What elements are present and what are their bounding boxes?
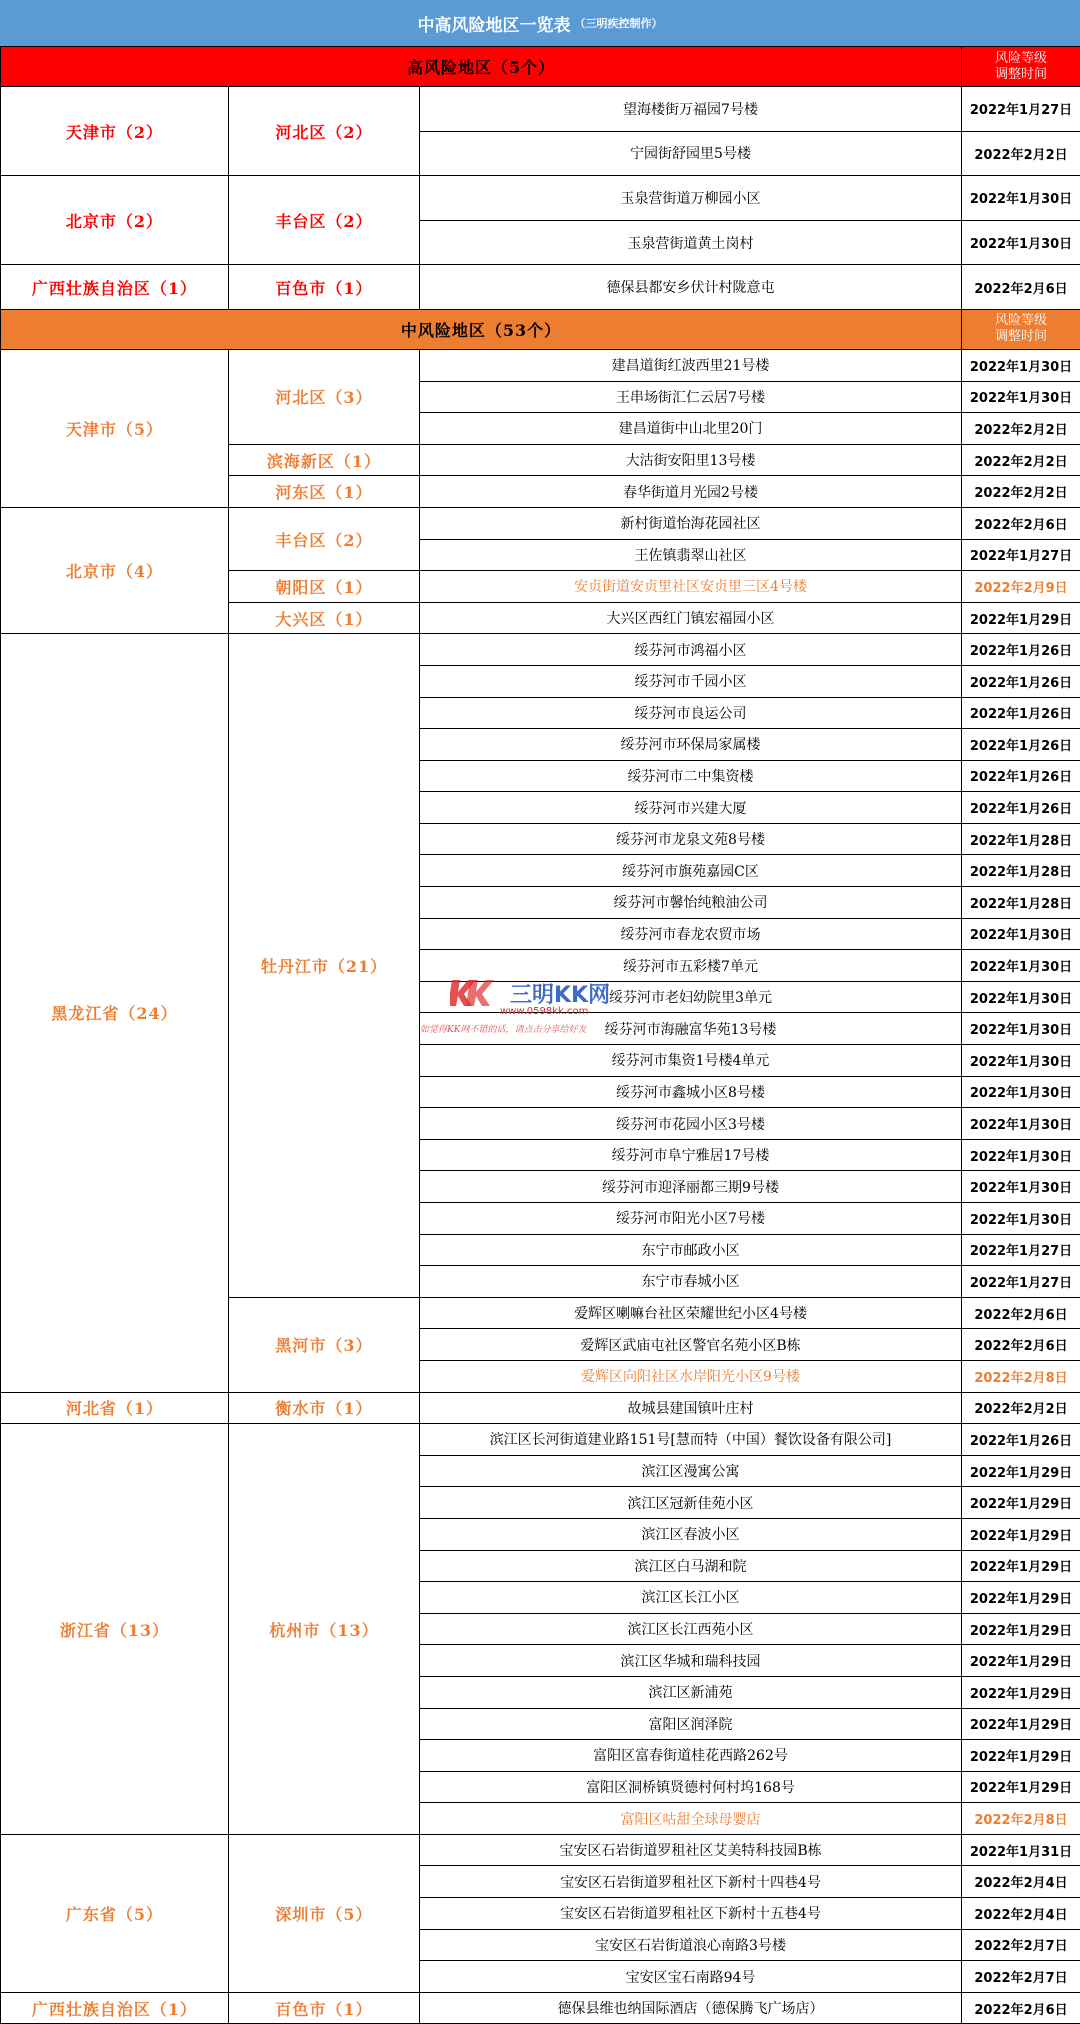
location-cell: 绥芬河市春龙农贸市场 xyxy=(420,918,962,950)
location-cell: 滨江区春波小区 xyxy=(420,1518,962,1550)
location-cell: 富阳区咕甜全球母婴店 xyxy=(420,1803,962,1835)
location-cell: 富阳区富春街道桂花西路262号 xyxy=(420,1740,962,1772)
date-cell: 2022年1月30日 xyxy=(962,1013,1080,1045)
location-cell: 爱辉区喇嘛台社区荣耀世纪小区4号楼 xyxy=(420,1297,962,1329)
location-cell: 新村街道怡海花园社区 xyxy=(420,507,962,539)
date-cell: 2022年1月30日 xyxy=(962,1076,1080,1108)
table-row xyxy=(1,1424,1080,1456)
province-cell: 广东省（5） xyxy=(1,1834,229,1992)
province-cell: 北京市（2） xyxy=(1,176,229,265)
date-cell: 2022年1月29日 xyxy=(962,1455,1080,1487)
location-cell: 宝安区石岩街道罗租社区下新村十五巷4号 xyxy=(420,1898,962,1930)
location-cell: 绥芬河市千园小区 xyxy=(420,665,962,697)
table-row xyxy=(1,1992,1080,2024)
location-cell: 爱辉区武庙屯社区警官名苑小区B栋 xyxy=(420,1329,962,1361)
location-cell: 绥芬河市二中集资楼 xyxy=(420,760,962,792)
date-cell: 2022年2月6日 xyxy=(962,1992,1080,2024)
date-cell: 2022年2月6日 xyxy=(962,1329,1080,1361)
location-cell: 绥芬河市馨怡纯粮油公司 xyxy=(420,887,962,919)
date-cell: 2022年1月27日 xyxy=(962,1266,1080,1298)
location-cell: 春华街道月光园2号楼 xyxy=(420,476,962,508)
city-cell: 河北区（3） xyxy=(229,349,420,444)
date-cell: 2022年1月29日 xyxy=(962,1740,1080,1772)
city-cell: 大兴区（1） xyxy=(229,602,420,634)
date-cell: 2022年2月2日 xyxy=(962,131,1080,176)
location-cell: 绥芬河市旗苑嘉园C区 xyxy=(420,855,962,887)
date-cell: 2022年1月28日 xyxy=(962,823,1080,855)
location-cell: 大沽街安阳里13号楼 xyxy=(420,444,962,476)
table-row xyxy=(1,1392,1080,1424)
date-cell: 2022年1月29日 xyxy=(962,1645,1080,1677)
location-cell: 宝安区石岩街道浪心南路3号楼 xyxy=(420,1929,962,1961)
title-sub: （三明疾控制作） xyxy=(575,15,663,31)
date-cell: 2022年2月8日 xyxy=(962,1803,1080,1835)
date-cell: 2022年1月30日 xyxy=(962,1203,1080,1235)
table-row xyxy=(1,265,1080,310)
date-cell: 2022年2月4日 xyxy=(962,1866,1080,1898)
location-cell: 绥芬河市海融富华苑13号楼 xyxy=(420,1013,962,1045)
location-cell: 滨江区长江小区 xyxy=(420,1582,962,1614)
date-cell: 2022年1月29日 xyxy=(962,1676,1080,1708)
date-cell: 2022年1月26日 xyxy=(962,729,1080,761)
city-cell: 深圳市（5） xyxy=(229,1834,420,1992)
date-cell: 2022年2月4日 xyxy=(962,1898,1080,1930)
date-cell: 2022年2月7日 xyxy=(962,1961,1080,1993)
date-cell: 2022年2月6日 xyxy=(962,1297,1080,1329)
city-cell: 丰台区（2） xyxy=(229,176,420,265)
location-cell: 绥芬河市迎泽丽都三期9号楼 xyxy=(420,1171,962,1203)
location-cell: 建昌道街中山北里20门 xyxy=(420,413,962,445)
province-cell: 北京市（4） xyxy=(1,507,229,633)
date-cell: 2022年1月29日 xyxy=(962,1487,1080,1519)
location-cell: 宁园街舒园里5号楼 xyxy=(420,131,962,176)
date-header-line2: 调整时间 xyxy=(995,67,1047,82)
city-cell: 杭州市（13） xyxy=(229,1424,420,1835)
date-cell: 2022年1月29日 xyxy=(962,1518,1080,1550)
province-cell: 天津市（5） xyxy=(1,349,229,507)
location-cell: 建昌道街红波西里21号楼 xyxy=(420,349,962,381)
location-cell: 绥芬河市老妇幼院里3单元 xyxy=(420,981,962,1013)
date-cell: 2022年1月30日 xyxy=(962,381,1080,413)
location-cell: 绥芬河市鑫城小区8号楼 xyxy=(420,1076,962,1108)
date-cell: 2022年2月6日 xyxy=(962,265,1080,310)
date-cell: 2022年1月26日 xyxy=(962,697,1080,729)
location-cell: 滨江区长河街道建业路151号[慧而特（中国）餐饮设备有限公司] xyxy=(420,1424,962,1456)
table-row xyxy=(1,507,1080,539)
city-cell: 黑河市（3） xyxy=(229,1297,420,1392)
province-cell: 广西壮族自治区（1） xyxy=(1,1992,229,2024)
date-cell: 2022年1月30日 xyxy=(962,1108,1080,1140)
location-cell: 绥芬河市环保局家属楼 xyxy=(420,729,962,761)
location-cell: 故城县建国镇叶庄村 xyxy=(420,1392,962,1424)
date-cell: 2022年1月27日 xyxy=(962,539,1080,571)
location-cell: 德保县都安乡伏计村陇意屯 xyxy=(420,265,962,310)
city-cell: 朝阳区（1） xyxy=(229,571,420,603)
location-cell: 宝安区宝石南路94号 xyxy=(420,1961,962,1993)
watermark-name: 三明KK网 xyxy=(510,978,610,1009)
high-risk-header-row xyxy=(1,47,1080,87)
date-header-line1: 风险等级 xyxy=(995,313,1047,328)
date-cell: 2022年1月27日 xyxy=(962,87,1080,132)
city-cell: 河东区（1） xyxy=(229,476,420,508)
date-cell: 2022年1月26日 xyxy=(962,665,1080,697)
date-cell: 2022年1月29日 xyxy=(962,1771,1080,1803)
location-cell: 滨江区华城和瑞科技园 xyxy=(420,1645,962,1677)
location-cell: 宝安区石岩街道罗租社区艾美特科技园B栋 xyxy=(420,1834,962,1866)
date-header-line1: 风险等级 xyxy=(995,51,1047,66)
province-cell: 浙江省（13） xyxy=(1,1424,229,1835)
location-cell: 玉泉营街道黄土岗村 xyxy=(420,220,962,265)
location-cell: 绥芬河市龙泉文苑8号楼 xyxy=(420,823,962,855)
date-cell: 2022年1月28日 xyxy=(962,887,1080,919)
province-cell: 黑龙江省（24） xyxy=(1,634,229,1392)
location-cell: 滨江区白马湖和院 xyxy=(420,1550,962,1582)
date-cell: 2022年1月27日 xyxy=(962,1234,1080,1266)
table-row xyxy=(1,176,1080,221)
mid-risk-header: 中风险地区（53个） xyxy=(1,309,962,349)
location-cell: 绥芬河市阳光小区7号楼 xyxy=(420,1203,962,1235)
date-cell: 2022年1月30日 xyxy=(962,950,1080,982)
location-cell: 富阳区洞桥镇贤德村何村坞168号 xyxy=(420,1771,962,1803)
city-cell: 滨海新区（1） xyxy=(229,444,420,476)
location-cell: 大兴区西红门镇宏福园小区 xyxy=(420,602,962,634)
location-cell: 望海楼街万福园7号楼 xyxy=(420,87,962,132)
location-cell: 东宁市邮政小区 xyxy=(420,1234,962,1266)
province-cell: 河北省（1） xyxy=(1,1392,229,1424)
table-row xyxy=(1,349,1080,381)
date-cell: 2022年2月2日 xyxy=(962,476,1080,508)
city-cell: 百色市（1） xyxy=(229,1992,420,2024)
date-cell: 2022年1月29日 xyxy=(962,1613,1080,1645)
date-cell: 2022年2月8日 xyxy=(962,1360,1080,1392)
location-cell: 绥芬河市兴建大厦 xyxy=(420,792,962,824)
date-cell: 2022年1月26日 xyxy=(962,634,1080,666)
date-cell: 2022年1月30日 xyxy=(962,1045,1080,1077)
location-cell: 绥芬河市集资1号楼4单元 xyxy=(420,1045,962,1077)
location-cell: 安贞街道安贞里社区安贞里三区4号楼 xyxy=(420,571,962,603)
location-cell: 滨江区长江西苑小区 xyxy=(420,1613,962,1645)
location-cell: 绥芬河市花园小区3号楼 xyxy=(420,1108,962,1140)
date-cell: 2022年1月26日 xyxy=(962,792,1080,824)
mid-risk-header-row xyxy=(1,309,1080,349)
date-cell: 2022年1月29日 xyxy=(962,1582,1080,1614)
location-cell: 东宁市春城小区 xyxy=(420,1266,962,1298)
date-header-line2: 调整时间 xyxy=(995,329,1047,344)
date-cell: 2022年1月30日 xyxy=(962,981,1080,1013)
province-cell: 天津市（2） xyxy=(1,87,229,176)
location-cell: 富阳区润泽院 xyxy=(420,1708,962,1740)
date-cell: 2022年1月30日 xyxy=(962,918,1080,950)
date-cell: 2022年1月29日 xyxy=(962,602,1080,634)
city-cell: 牡丹江市（21） xyxy=(229,634,420,1297)
date-cell: 2022年1月29日 xyxy=(962,1550,1080,1582)
title-main: 中高风险地区一览表 xyxy=(418,11,571,36)
date-cell: 2022年1月30日 xyxy=(962,1171,1080,1203)
location-cell: 玉泉营街道万柳园小区 xyxy=(420,176,962,221)
table-row xyxy=(1,1834,1080,1866)
table-row xyxy=(1,87,1080,132)
date-cell: 2022年1月30日 xyxy=(962,220,1080,265)
watermark-url: www.0598kk.com xyxy=(500,1006,588,1017)
high-date-column-header xyxy=(962,47,1080,87)
location-cell: 王串场街汇仁云居7号楼 xyxy=(420,381,962,413)
province-cell: 广西壮族自治区（1） xyxy=(1,265,229,310)
table-title xyxy=(0,0,1080,47)
date-cell: 2022年1月26日 xyxy=(962,760,1080,792)
city-cell: 河北区（2） xyxy=(229,87,420,176)
location-cell: 绥芬河市五彩楼7单元 xyxy=(420,950,962,982)
location-cell: 滨江区新浦苑 xyxy=(420,1676,962,1708)
location-cell: 德保县维也纳国际酒店（德保腾飞广场店） xyxy=(420,1992,962,2024)
date-cell: 2022年2月2日 xyxy=(962,413,1080,445)
location-cell: 绥芬河市鸿福小区 xyxy=(420,634,962,666)
date-cell: 2022年2月9日 xyxy=(962,571,1080,603)
date-cell: 2022年1月28日 xyxy=(962,855,1080,887)
location-cell: 王佐镇翡翠山社区 xyxy=(420,539,962,571)
location-cell: 绥芬河市良运公司 xyxy=(420,697,962,729)
date-cell: 2022年1月31日 xyxy=(962,1834,1080,1866)
mid-date-column-header xyxy=(962,309,1080,349)
date-cell: 2022年1月30日 xyxy=(962,176,1080,221)
date-cell: 2022年1月30日 xyxy=(962,349,1080,381)
location-cell: 爱辉区向阳社区水岸阳光小区9号楼 xyxy=(420,1360,962,1392)
city-cell: 百色市（1） xyxy=(229,265,420,310)
watermark-tag: 如觉得KK网不错的话，请点击分享给好友 xyxy=(420,1022,586,1035)
date-cell: 2022年2月6日 xyxy=(962,507,1080,539)
date-cell: 2022年1月30日 xyxy=(962,1139,1080,1171)
date-cell: 2022年1月26日 xyxy=(962,1424,1080,1456)
table-row xyxy=(1,634,1080,666)
city-cell: 衡水市（1） xyxy=(229,1392,420,1424)
date-cell: 2022年1月29日 xyxy=(962,1708,1080,1740)
date-cell: 2022年2月7日 xyxy=(962,1929,1080,1961)
location-cell: 绥芬河市阜宁雅居17号楼 xyxy=(420,1139,962,1171)
high-risk-header: 高风险地区（5个） xyxy=(1,47,962,87)
location-cell: 滨江区冠新佳苑小区 xyxy=(420,1487,962,1519)
location-cell: 宝安区石岩街道罗租社区下新村十四巷4号 xyxy=(420,1866,962,1898)
city-cell: 丰台区（2） xyxy=(229,507,420,570)
risk-area-table xyxy=(0,46,1080,2024)
date-cell: 2022年2月2日 xyxy=(962,444,1080,476)
date-cell: 2022年2月2日 xyxy=(962,1392,1080,1424)
location-cell: 滨江区漫寓公寓 xyxy=(420,1455,962,1487)
